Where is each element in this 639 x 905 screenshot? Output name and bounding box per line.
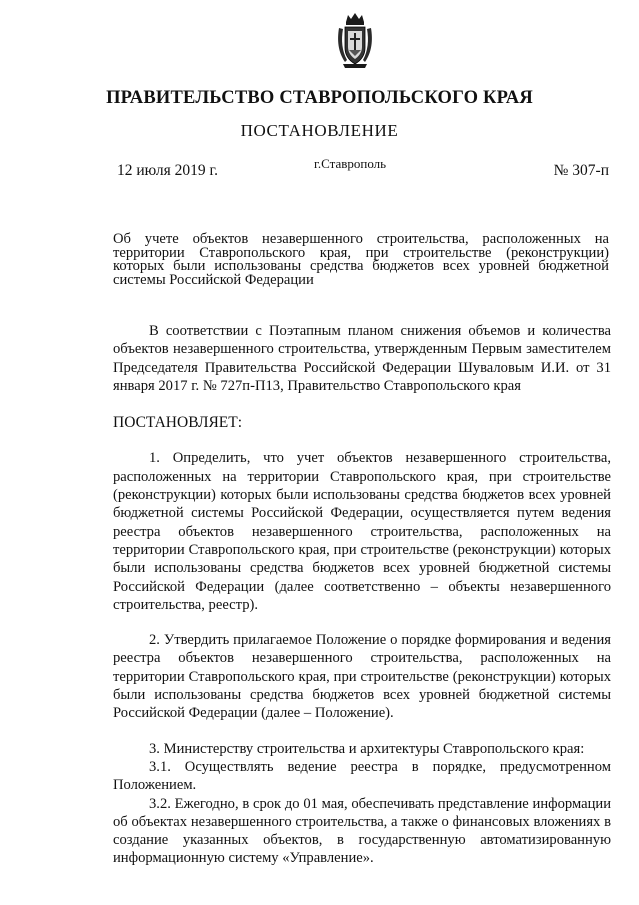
clause-3-2: 3.2. Ежегодно, в срок до 01 мая, обеспечивать представление информации об объектах незавершенного строительства, а также о финансовых вложениях в создание указанных объектов, в государственную автоматизированную информационную систему «Управление». [113,795,611,867]
clause-3-1: 3.1. Осуществлять ведение реестра в порядке, предусмотренном Положением. [113,758,611,794]
government-title: ПРАВИТЕЛЬСТВО СТАВРОПОЛЬСКОГО КРАЯ [106,88,533,108]
document-city: г.Ставрополь [314,156,387,171]
resolves-heading: ПОСТАНОВЛЯЕТ: [113,414,243,432]
document-type: ПОСТАНОВЛЕНИЕ [240,121,399,140]
document-number: № 307-п [553,162,609,179]
clause-2: 2. Утвердить прилагаемое Положение о порядке формирования и ведения реестра объектов незавершенного строительства, расположенных на территории Ставропольского края, при строительстве (реконструкции) которых были использованы средства бюджетов всех уровней бюджетной системы Российской Федерации (далее – Положение). [113,632,611,722]
document-subject: Об учете объектов незавершенного строительства, расположенных на территории Ставропольского края, при строительстве (реконструкции) которых были использованы средства бюджетов всех уровней бюджетной системы Российской Федерации [113,231,609,288]
document-date: 12 июля 2019 г. [117,162,218,179]
clause-1: 1. Определить, что учет объектов незавершенного строительства, расположенных на территории Ставропольского края, при строительстве (реконструкции) которых были использованы средства бюджетов всех уровней бюджетной системы Российской Федерации, осуществляется путем ведения реестра объектов незавершенного строительства, расположенных на территории Ставропольского края, при строительстве (реконструкции) которых были использованы средства бюджетов всех уровней бюджетной системы Российской Федерации (далее соответственно – объекты незавершенного строительства, реестр). [113,450,611,613]
document-body [113,322,611,868]
preamble-paragraph: В соответствии с Поэтапным планом снижения объемов и количества объектов незавершенного строительства, утвержденным Первым заместителем Председателя Правительства Российской Федерации Шуваловым И.И. от 31 января 2017 г. № 727п-П13, Правительство Ставропольского края [113,323,611,394]
coat-of-arms-icon [336,10,374,70]
clause-3: 3. Министерству строительства и архитектуры Ставропольского края: [149,740,585,757]
